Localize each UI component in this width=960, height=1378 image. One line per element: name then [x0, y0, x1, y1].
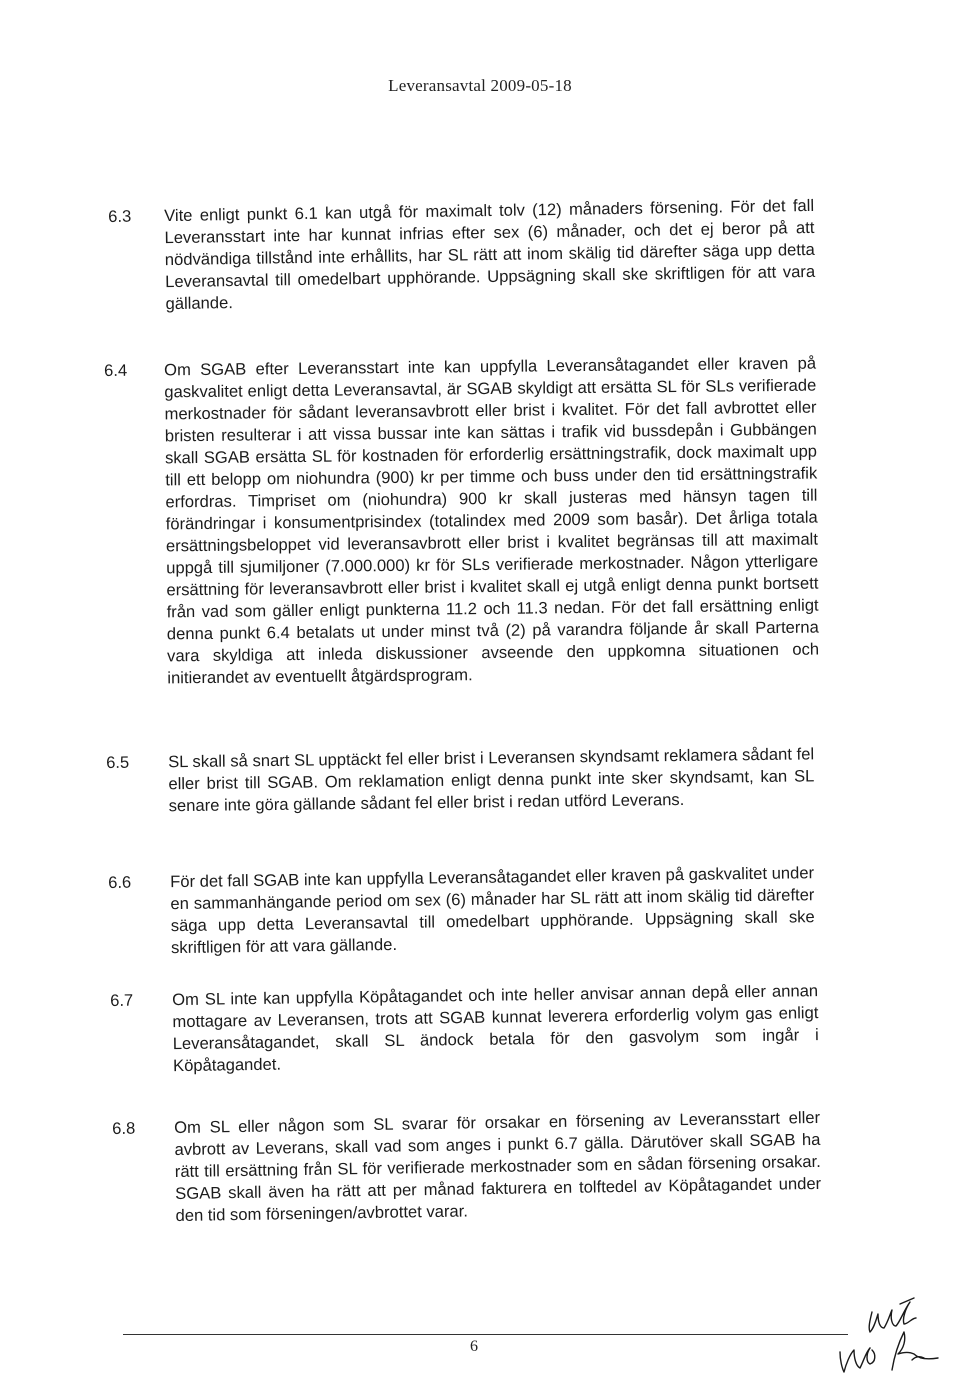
section-6-8 — [112, 1107, 834, 1228]
section-number: 6.5 — [106, 752, 130, 772]
page-number: 6 — [470, 1338, 478, 1355]
section-6-7 — [110, 980, 831, 1080]
section-number: 6.4 — [104, 360, 128, 380]
document-header: Leveransavtal 2009-05-18 — [388, 76, 572, 95]
section-text: SL skall så snart SL upptäckt fel eller brist i Leveransen skyndsamt reklamera sådant fel eller brist till SGAB. Om reklamation enligt denna punkt inte sker skyndsamt, kan SL senare inte göra gällande sådant fel eller brist i redan utförd Leverans. — [168, 744, 815, 816]
section-number: 6.8 — [112, 1118, 136, 1138]
section-6-4 — [104, 352, 828, 710]
section-text: Vite enligt punkt 6.1 kan utgå för maximalt tolv (12) månaders försening. För det fall Leveransstart inte har kunnat infrias efter sex (6) månader, och det ej beror på att nödvändiga tillstånd inte erhållits, har SL rätt att inom skälig tid därefter säga upp detta Leveransavtal till omedelbart upphörande. Uppsägning skall ske skriftligen för att vara gällande. — [164, 195, 816, 314]
section-text: Om SL inte kan uppfylla Köpåtagandet och inte heller anvisar annan depå eller annan mottagare av Leveransen, trots att SGAB kunnat leverera erforderlig volym gas enligt Leveransåtagandet, skall SL ändock betala för den gasvolym som ingår i Köpåtagandet. — [172, 981, 819, 1076]
section-number: 6.3 — [108, 206, 132, 226]
section-text: Om SL eller någon som SL svarar för orsakar en försening av Leveransstart eller avbrott av Leverans, skall vad som anges i punkt 6.7 gälla. Därutöver skall SGAB ha rätt till ersättning från SL för verifierade merkostnader som en sådan försening orsakar. SGAB skall även ha rätt att per månad fakturera en tolftedel av Köpåtagandet under den tid som förseningen/avbrottet varar. — [174, 1107, 822, 1226]
section-text: Om SGAB efter Leveransstart inte kan uppfylla Leveransåtagandet eller kraven på gaskvalitet enligt detta Leveransavtal, är SGAB skyldigt att ersätta SL för SLs verifierade merkostnader för sådant leveransavbrott eller brist i kvalitet. För det fall avbrottet eller bristen resulterar i att vissa bussar inte kan sättas i trafik vid bussdepån i Gubbängen skall SGAB ersätta SL för kostnaden för erforderlig ersättningstrafik, dock maximalt upp till ett belopp om niohundra (900) kr per timme och buss under den tid ersättningstrafik erfordras. Timpriset om (niohundra) 900 kr skall justeras med hänsyn tagen till förändringar i konsumentprisindex (totalindex med 2009 som basår). Det årliga totala ersättningsbeloppet vid leveransavbrott eller brist i kvalitet begränsas till att maximalt uppgå till sjumiljoner (7.000.000) kr för SLs verifierade merkostnader. Någon ytterligare ersättning för leveransavbrott eller brist i kvalitet skall ej utgå enligt denna punkt bortsett från vad som gäller enligt punkterna 11.2 och 11.3 nedan. För det fall ersättning enligt denna punkt 6.4 betalats ut under minst två (2) på varandra följande år skall Parterna vara skyldiga att inleda diskussioner avseende den uppkomna situationen och initierandet av eventuellt åtgärdsprogram. — [164, 353, 820, 688]
section-number: 6.7 — [110, 990, 134, 1010]
section-6-6 — [108, 862, 829, 962]
section-6-3 — [108, 195, 820, 346]
footer-rule — [123, 1334, 848, 1335]
handwritten-initials — [830, 1288, 950, 1376]
section-text: För det fall SGAB inte kan uppfylla Leveransåtagandet eller kraven på gaskvalitet under en sammanhängande period om sex (6) månader har SL rätt att inom skälig tid därefter säga upp detta Leveransavtal till omedelbart upphörande. Uppsägning skall ske skriftligen för att vara gällande. — [170, 863, 815, 958]
section-number: 6.6 — [108, 872, 132, 892]
section-6-5 — [106, 743, 827, 842]
